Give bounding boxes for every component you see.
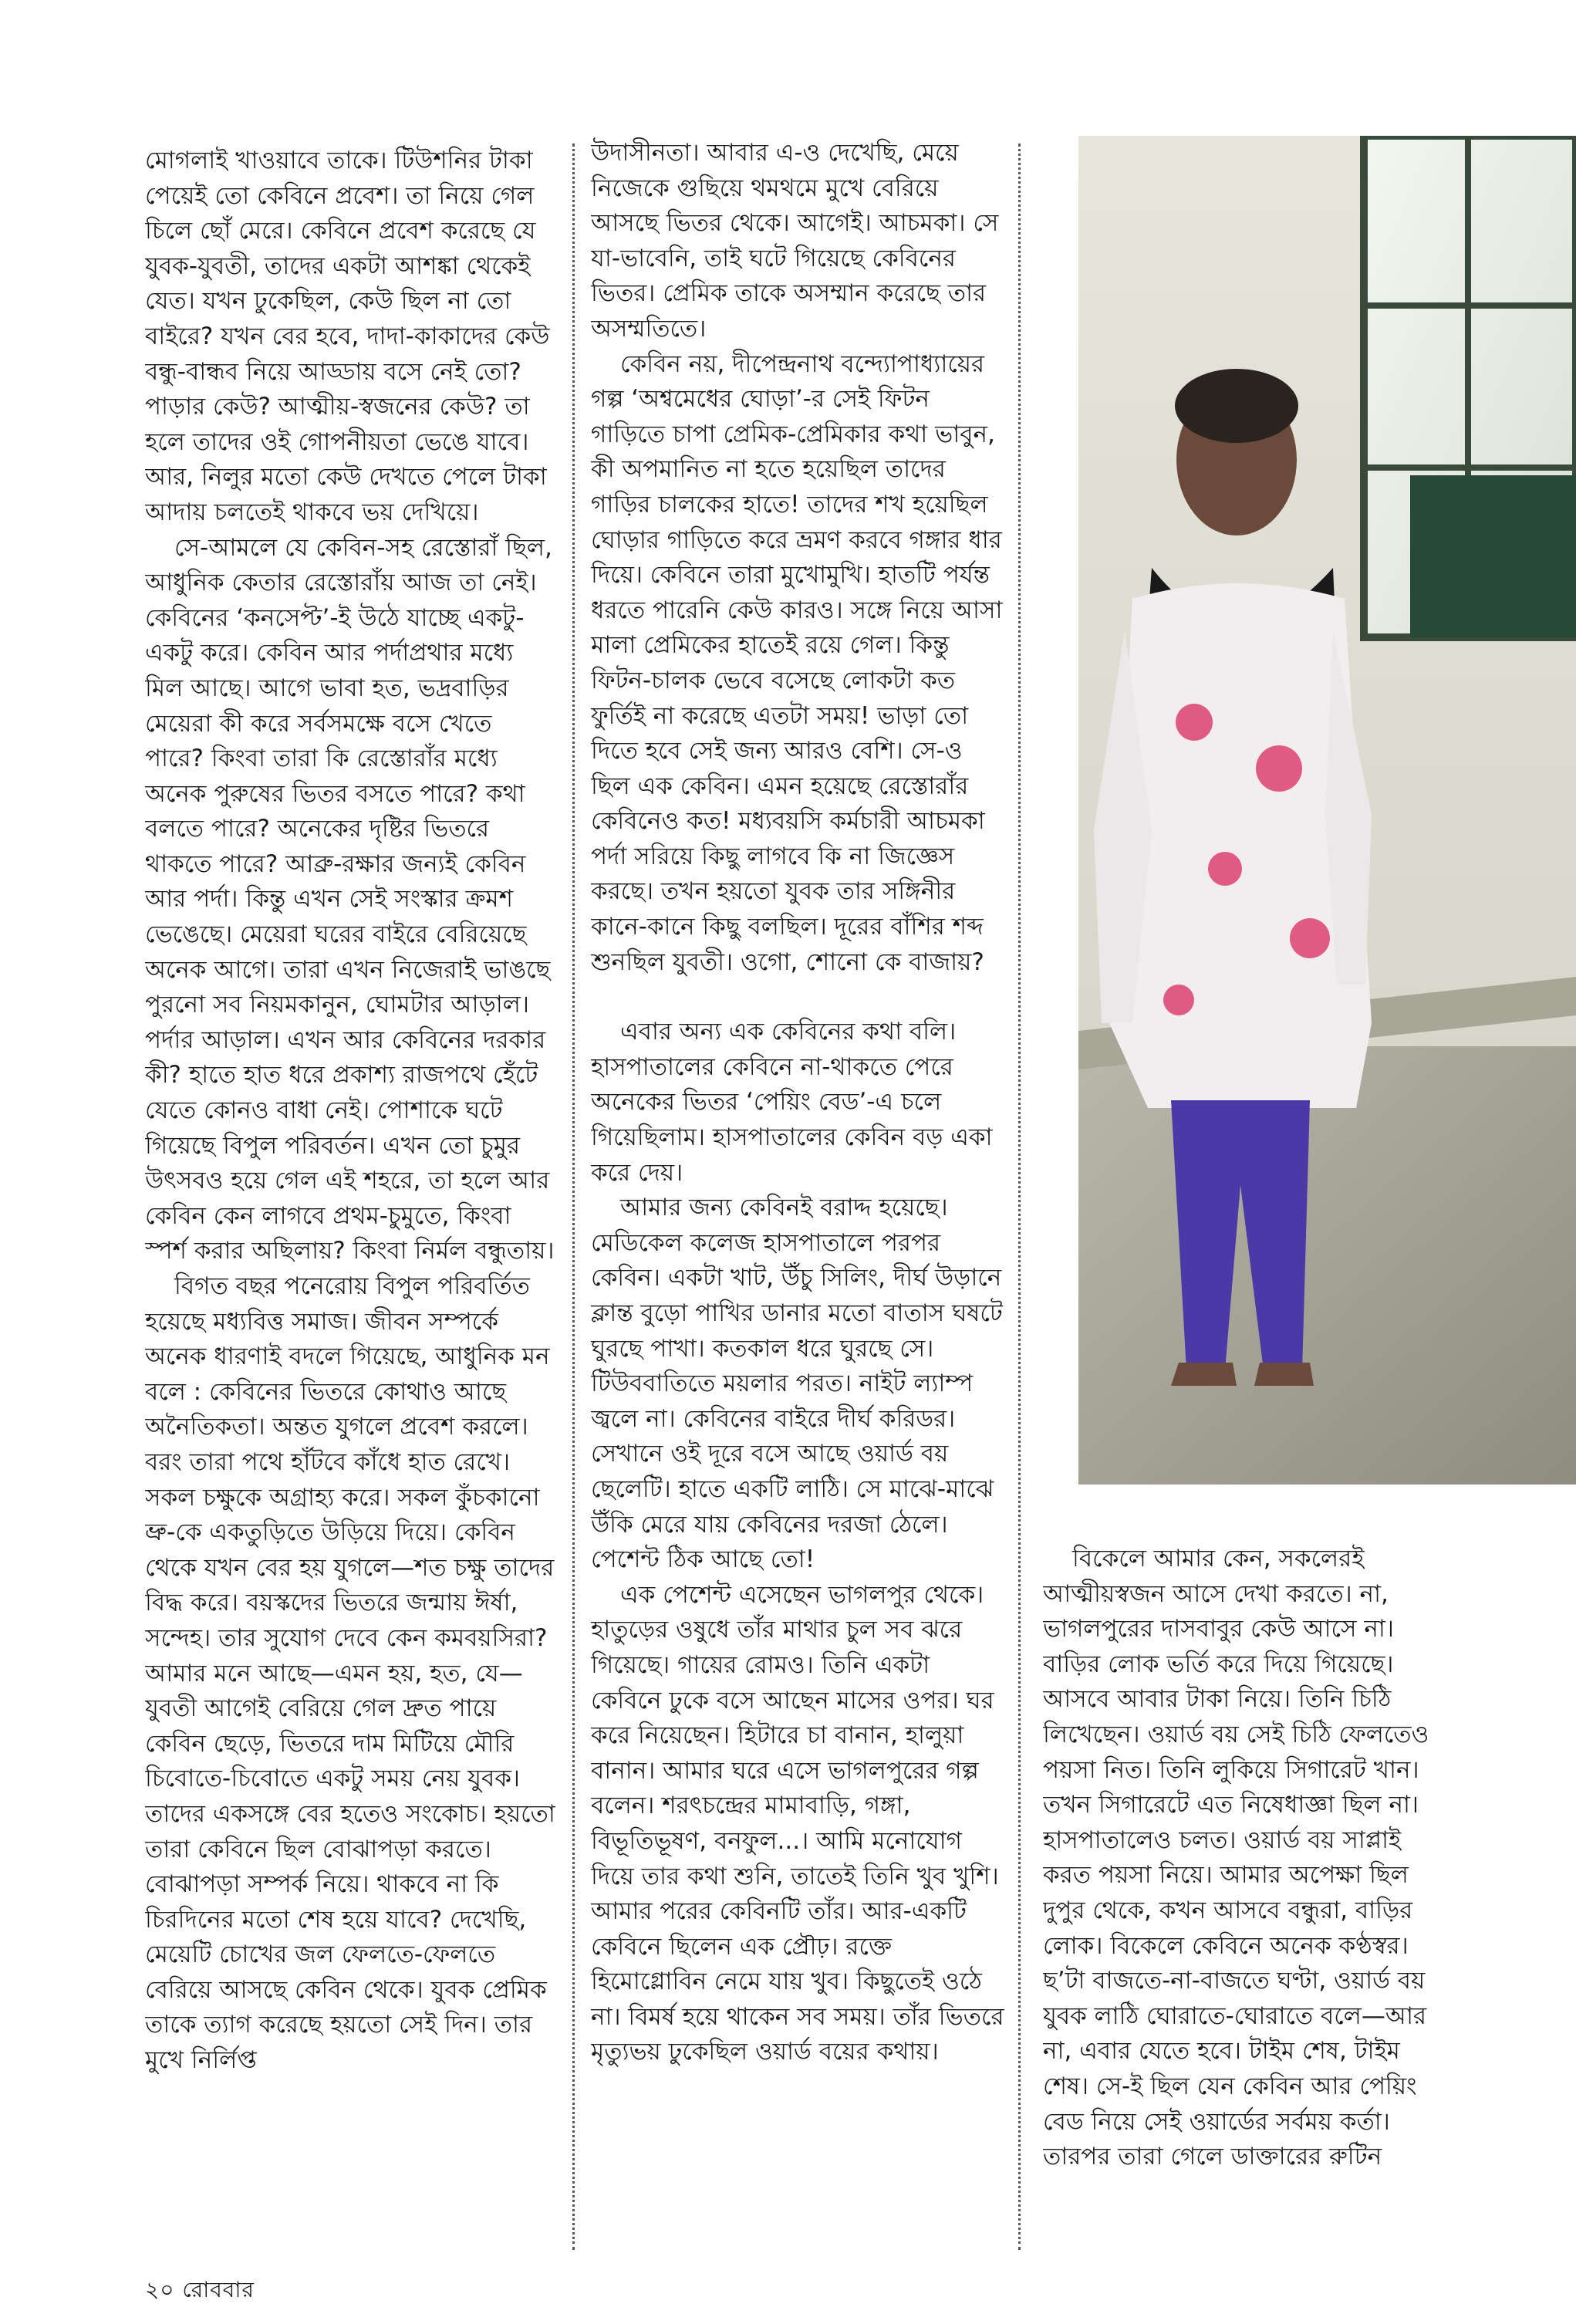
column-divider: [572, 144, 575, 2250]
paragraph: এক পেশেন্ট এসেছেন ভাগলপুর থেকে। হাতুড়ের ওষুধে তাঁর মাথার চুল সব ঝরে গিয়েছে। গায়ের রোমও। তিনি একটা কেবিনে ঢুকে বসে আছেন মাসের ওপর। ঘর করে নিয়েছেন। হিটারে চা বানান, হালুয়া বানান। আমার ঘরে এসে ভাগলপুরের গল্প বলেন। শরৎচন্দ্রের মামাবাড়ি, গঙ্গা, বিভূতিভূষণ, বনফুল...। আমি মনোযোগ দিয়ে তার কথা শুনি, তাতেই তিনি খুব খুশি। আমার পরের কেবিনটি তাঁর। আর-একটি কেবিনে ছিলেন এক প্রৌঢ়। রক্তে হিমোগ্লোবিন নেমে যায় খুব। কিছুতেই ওঠে না। বিমর্ষ হয়ে থাকেন সব সময়। তাঁর ভিতরে মৃত্যুভয় ঢুকেছিল ওয়ার্ড বয়ের কথায়।: [591, 1580, 1004, 2066]
article-column-3: [1043, 1542, 1447, 2267]
paragraph: উদাসীনতা। আবার এ-ও দেখেছি, মেয়ে নিজেকে গুছিয়ে থমথমে মুখে বেরিয়ে আসছে ভিতর থেকে। আগেই। আচমকা। সে যা-ভাবেনি, তাই ঘটে গিয়েছে কেবিনের ভিতর। প্রেমিক তাকে অসম্মান করেছে তার অসম্মতিতে।: [591, 139, 999, 343]
paragraph: বিগত বছর পনেরোয় বিপুল পরিবর্তিত হয়েছে মধ্যবিত্ত সমাজ। জীবন সম্পর্কে অনেক ধারণাই বদলে গিয়েছে, আধুনিক মন বলে : কেবিনের ভিতরে কোথাও আছে অনৈতিকতা। অন্তত যুগলে প্রবেশ করলে। বরং তারা পথে হাঁটবে কাঁধে হাত রেখে। সকল চক্ষুকে অগ্রাহ্য করে। সকল কুঁচকানো ভ্রু-কে একতুড়িতে উড়িয়ে দিয়ে। কেবিন থেকে যখন বের হয় যুগলে—শত চক্ষু তাদের বিদ্ধ করে। বয়স্কদের ভিতরে জন্মায় ঈর্ষা, সন্দেহ। তার সুযোগ দেবে কেন কমবয়সিরা? আমার মনে আছে—এমন হয়, হত, যে—যুবতী আগেই বেরিয়ে গেল দ্রুত পায়ে কেবিন ছেড়ে, ভিতরে দাম মিটিয়ে মৌরি চিবোতে-চিবোতে একটু সময় নেয় যুবক। তাদের একসঙ্গে বের হতেও সংকোচ। হয়তো তারা কেবিনে ছিল বোঝাপড়া করতে। বোঝাপড়া সম্পর্ক নিয়ে। থাকবে না কি চিরদিনের মতো শেষ হয়ে যাবে? দেখেছি, মেয়েটি চোখের জল ফেলতে-ফেলতে বেরিয়ে আসছে কেবিন থেকে। যুবক প্রেমিক তাকে ত্যাগ করেছে হয়তো সেই দিন। তার মুখে নির্লিপ্ত: [145, 1272, 555, 2075]
paragraph: বিকেলে আমার কেন, সকলেরই আত্মীয়স্বজন আসে দেখা করতে। না, ভাগলপুরের দাসবাবুর কেউ আসে না। বাড়ির লোক ভর্তি করে দিয়ে গিয়েছে। আসবে আবার টাকা নিয়ে। তিনি চিঠি লিখেছেন। ওয়ার্ড বয় সেই চিঠি ফেলতেও পয়সা নিত। তিনি লুকিয়ে সিগারেট খান। তখন সিগারেটে এত নিষেধাজ্ঞা ছিল না। হাসপাতালেও চলত। ওয়ার্ড বয় সাপ্লাই করত পয়সা নিয়ে। আমার অপেক্ষা ছিল দুপুর থেকে, কখন আসবে বন্ধুরা, বাড়ির লোক। বিকেলে কেবিনে অনেক কণ্ঠস্বর। ছ’টা বাজতে-না-বাজতে ঘণ্টা, ওয়ার্ড বয় যুবক লাঠি ঘোরাতে-ঘোরাতে বলে—আর না, এবার যেতে হবে। টাইম শেষ, টাইম শেষ। সে-ই ছিল যেন কেবিন আর পেয়িং বেড নিয়ে সেই ওয়ার্ডের সর্বময় কর্তা। তারপর তারা গেলে ডাক্তারের রুটিন: [1043, 1545, 1429, 2171]
column-divider: [1018, 144, 1021, 2250]
paragraph: আমার জন্য কেবিনই বরাদ্দ হয়েছে। মেডিকেল কলেজ হাসপাতালে পরপর কেবিন। একটা খাট, উঁচু সিলিং, দীর্ঘ উড়ানে ক্লান্ত বুড়ো পাখির ডানার মতো বাতাস ঘষটে ঘুরছে পাখা। কতকাল ধরে ঘুরছে সে। টিউববাতিতে ময়লার পরত। নাইট ল্যাম্প জ্বলে না। কেবিনের বাইরে দীর্ঘ করিডর। সেখানে ওই দূরে বসে আছে ওয়ার্ড বয় ছেলেটি। হাতে একটি লাঠি। সে মাঝে-মাঝে উঁকি মেরে যায় কেবিনের দরজা ঠেলে। পেশেন্ট ঠিক আছে তো!: [591, 1194, 1003, 1574]
paragraph: এবার অন্য এক কেবিনের কথা বলি। হাসপাতালের কেবিনে না-থাকতে পেরে অনেকের ভিতর ‘পেয়িং বেড’-এ চলে গিয়েছিলাম। হাসপাতালের কেবিন বড় একা করে দেয়।: [591, 1018, 993, 1187]
article-column-1: [145, 144, 555, 2258]
page-footer: [145, 2273, 255, 2309]
magazine-name: রোববার: [182, 2277, 255, 2302]
paragraph: সে-আমলে যে কেবিন-সহ রেস্তোরাঁ ছিল, আধুনিক কেতার রেস্তোরাঁয় আজ তা নেই। কেবিনের ‘কনসেপ্ট’-ই উঠে যাচ্ছে একটু-একটু করে। কেবিন আর পর্দাপ্রথার মধ্যে মিল আছে। আগে ভাবা হত, ভদ্রবাড়ির মেয়েরা কী করে সর্বসমক্ষে বসে খেতে পারে? কিংবা তারা কি রেস্তোরাঁর মধ্যে অনেক পুরুষের ভিতর বসতে পারে? কথা বলতে পারে? অনেকের দৃষ্টির ভিতরে থাকতে পারে? আব্রু-রক্ষার জন্যই কেবিন আর পর্দা। কিন্তু এখন সেই সংস্কার ক্রমশ ভেঙেছে। মেয়েরা ঘরের বাইরে বেরিয়েছে অনেক আগে। তারা এখন নিজেরাই ভাঙছে পুরনো সব নিয়মকানুন, ঘোমটার আড়াল। পর্দার আড়াল। এখন আর কেবিনের দরকার কী? হাতে হাত ধরে প্রকাশ্য রাজপথে হেঁটে যেতে কোনও বাধা নেই। পোশাকে ঘটে গিয়েছে বিপুল পরিবর্তন। এখন তো চুমুর উৎসবও হয়ে গেল এই শহরে, তা হলে আর কেবিন কেন লাগবে প্রথম-চুমুতে, কিংবা স্পর্শ করার অছিলায়? কিংবা নির্মল বন্ধুতায়।: [145, 533, 555, 1265]
page-number: ২০: [145, 2277, 175, 2302]
article-photo: [1078, 136, 1576, 1485]
article-column-2: [591, 136, 1006, 2265]
paragraph: মোগলাই খাওয়াবে তাকে। টিউশনির টাকা পেয়েই তো কেবিনে প্রবেশ। তা নিয়ে গেল চিলে ছোঁ মেরে। কেবিনে প্রবেশ করেছে যে যুবক-যুবতী, তাদের একটা আশঙ্কা থেকেই যেত। যখন ঢুকেছিল, কেউ ছিল না তো বাইরে? যখন বের হবে, দাদা-কাকাদের কেউ বন্ধু-বান্ধব নিয়ে আড্ডায় বসে নেই তো? পাড়ার কেউ? আত্মীয়-স্বজনের কেউ? তা হলে তাদের ওই গোপনীয়তা ভেঙে যাবে। আর, নিলুর মতো কেউ দেখতে পেলে টাকা আদায় চলতেই থাকবে ভয় দেখিয়ে।: [145, 147, 550, 526]
paragraph: কেবিন নয়, দীপেন্দ্রনাথ বন্দ্যোপাধ্যায়ের গল্প ‘অশ্বমেধের ঘোড়া’-র সেই ফিটন গাড়িতে চাপা প্রেমিক-প্রেমিকার কথা ভাবুন, কী অপমানিত না হতে হয়েছিল তাদের গাড়ির চালকের হাতে! তাদের শখ হয়েছিল ঘোড়ার গাড়িতে করে ভ্রমণ করবে গঙ্গার ধার দিয়ে। কেবিনে তারা মুখোমুখি। হাতটি পর্যন্ত ধরতে পারেনি কেউ কারও। সঙ্গে নিয়ে আসা মালা প্রেমিকের হাতেই রয়ে গেল। কিন্তু ফিটন-চালক ভেবে বসেছে লোকটা কত ফুর্তিই না করেছে এতটা সময়! ভাড়া তো দিতে হবে সেই জন্য আরও বেশি। সে-ও ছিল এক কেবিন। এমন হয়েছে রেস্তোরাঁর কেবিনেও কত! মধ্যবয়সি কর্মচারী আচমকা পর্দা সরিয়ে কিছু লাগবে কি না জিজ্ঞেস করছে। তখন হয়তো যুবক তার সঙ্গিনীর কানে-কানে কিছু বলছিল। দূরের বাঁশির শব্দ শুনছিল যুবতী। ওগো, শোনো কে বাজায়?: [591, 350, 1003, 976]
